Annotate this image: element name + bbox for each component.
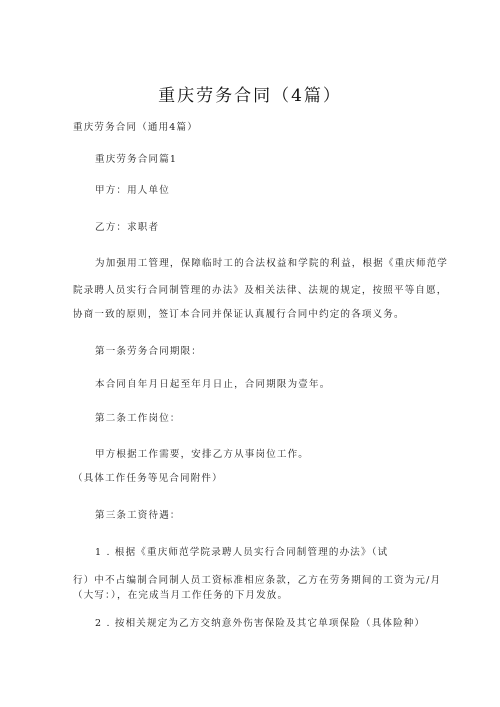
party-a-line: 甲方：用人单位 xyxy=(95,185,170,196)
article-3-item-1-line-1: 1 . 根据《重庆师范学院录聘人员实行合同制管理的办法》（试 xyxy=(95,547,389,558)
article-1-heading: 第一条劳务合同期限： xyxy=(95,346,203,357)
intro-paragraph-line-2: 院录聘人员实行合同制管理的办法》及相关法律、法规的规定，按照平等自愿， xyxy=(73,285,448,296)
article-2-text: 甲方根据工作需要，安排乙方从事岗位工作。 xyxy=(95,449,310,460)
party-b-line: 乙方：求职者 xyxy=(95,222,160,233)
intro-paragraph-line-3: 协商一致的原则，签订本合同并保证认真履行合同中约定的各项义务。 xyxy=(73,309,405,320)
article-3-heading: 第三条工资待遇： xyxy=(95,510,181,521)
article-3-item-1-line-3: （大写：），在完成当月工作任务的下月发放。 xyxy=(73,590,289,601)
document-title: 重庆劳务合同（4篇） xyxy=(158,86,342,106)
article-1-text: 本合同自年月日起至年月日止，合同期限为壹年。 xyxy=(95,379,331,390)
article-2-heading: 第二条工作岗位： xyxy=(95,413,181,424)
document-subtitle: 重庆劳务合同（通用4篇） xyxy=(73,122,198,133)
article-3-item-1-line-2: 行）中不占编制合同制人员工资标准相应条款，乙方在劳务期间的工资为元/月 xyxy=(73,575,442,586)
article-2-note: （具体工作任务等见合同附件） xyxy=(73,473,223,484)
section-heading: 重庆劳务合同篇1 xyxy=(95,154,178,165)
intro-paragraph-line-1: 为加强用工管理，保障临时工的合法权益和学院的利益，根据《重庆师范学 xyxy=(95,258,449,269)
article-3-item-2-line-1: 2 . 按相关规定为乙方交纳意外伤害保险及其它单项保险（具体险种） xyxy=(95,618,426,629)
